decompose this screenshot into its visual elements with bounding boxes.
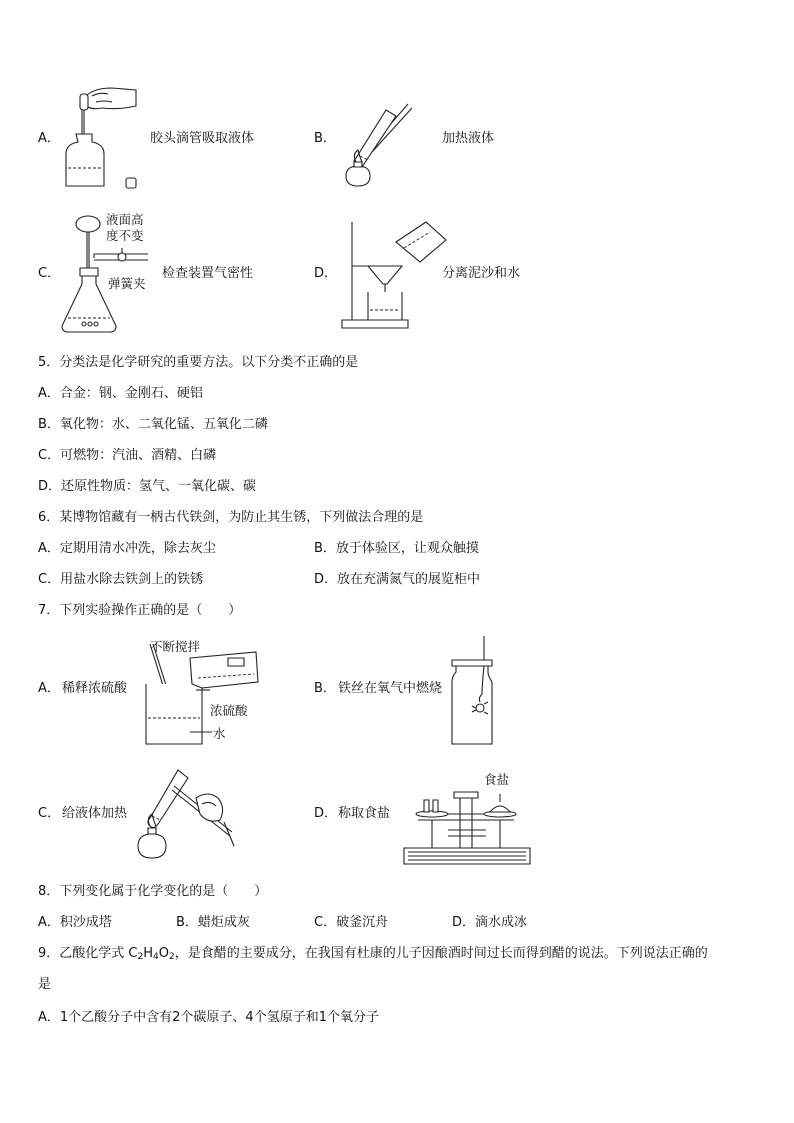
label-liquid-level-line1: 液面高 (106, 212, 144, 227)
q7-option-a-caption: 稀释浓硫酸 (62, 681, 128, 696)
q4-option-c-letter: C． (38, 266, 61, 281)
q7-option-b-caption: 铁丝在氧气中燃烧 (338, 681, 443, 696)
iron-wire-burning-illustration (448, 636, 498, 748)
label-liquid-level-line2: 度不变 (106, 228, 144, 243)
q5-option-a: A．合金：钢、金刚石、硬铝 (38, 386, 203, 401)
q6-option-a: A．定期用清水冲洗，除去灰尘 (38, 541, 216, 556)
heating-test-tube-illustration (338, 100, 418, 190)
q7-option-c-letter: C． (38, 806, 61, 821)
balance-scale-illustration (402, 786, 532, 868)
q8-option-a: A．积沙成塔 (38, 915, 112, 930)
q9-stem-line2: 是 (38, 977, 52, 992)
label-table-salt: 食盐 (484, 772, 510, 787)
dilute-sulfuric-acid-illustration (140, 640, 260, 748)
q9-stem: 9．乙酸化学式 $C_2H_4O_2$，是食醋的主要成分，在我国有杜康的儿子因酿酒时间过长而得到醋的说法。下列说法正确的 (38, 946, 708, 962)
q6-option-b: B．放于体验区，让观众触摸 (314, 541, 479, 556)
q8-option-b: B．蜡炬成灰 (176, 915, 250, 930)
q4-option-a-caption: 胶头滴管吸取液体 (150, 131, 255, 146)
label-concentrated-sulfuric-acid: 浓硫酸 (210, 703, 248, 718)
q4-option-c-caption: 检查装置气密性 (162, 266, 254, 281)
q4-option-b-letter: B． (314, 131, 336, 146)
q7-option-a-letter: A． (38, 681, 60, 696)
q4-option-d-letter: D． (314, 266, 338, 281)
q7-option-d-caption: 称取食盐 (338, 806, 391, 821)
heating-liquid-with-hand-illustration (132, 764, 242, 864)
q7-stem: 7．下列实验操作正确的是（ ） (38, 603, 242, 618)
q5-option-c: C．可燃物：汽油、酒精、白磷 (38, 448, 217, 463)
q5-option-d: D．还原性物质：氢气、一氧化碳、碳 (38, 479, 257, 494)
q8-option-c: C．破釜沉舟 (314, 915, 389, 930)
q5-stem: 5．分类法是化学研究的重要方法。以下分类不正确的是 (38, 355, 359, 370)
q6-option-c: C．用盐水除去铁剑上的铁锈 (38, 572, 204, 587)
q6-option-d: D．放在充满氮气的展览柜中 (314, 572, 481, 587)
dropper-bottle-illustration (62, 84, 142, 194)
q7-option-c-caption: 给液体加热 (62, 806, 128, 821)
q8-option-d: D．滴水成冰 (452, 915, 528, 930)
q5-option-b: B．氧化物：水、二氧化锰、五氧化二磷 (38, 417, 268, 432)
label-water: 水 (213, 726, 226, 741)
q9-option-a: A．1个乙酸分子中含有2个碳原子、4个氢原子和1个氧分子 (38, 1010, 379, 1025)
q4-option-a-letter: A． (38, 131, 60, 146)
q8-stem: 8．下列变化属于化学变化的是（ ） (38, 884, 268, 899)
label-spring-clamp: 弹簧夹 (108, 276, 146, 291)
q7-option-b-letter: B． (314, 681, 336, 696)
q4-option-d-caption: 分离泥沙和水 (442, 266, 521, 281)
q6-stem: 6．某博物馆藏有一柄古代铁剑，为防止其生锈，下列做法合理的是 (38, 510, 424, 525)
q4-option-b-caption: 加热液体 (442, 131, 495, 146)
q7-option-d-letter: D． (314, 806, 338, 821)
label-keep-stirring: 不断搅拌 (150, 639, 201, 654)
filtration-apparatus-illustration (340, 218, 450, 333)
